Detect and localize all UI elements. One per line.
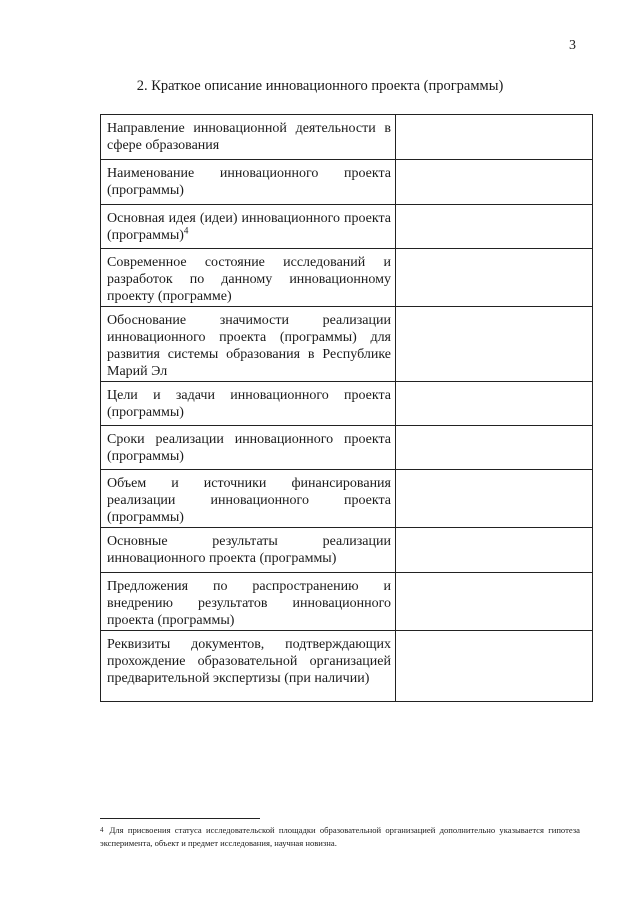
row-label: Основная идея (идеи) инновационного проекта (программы) <box>107 211 391 243</box>
row-label: Сроки реализации инновационного проекта (программы) <box>107 432 391 464</box>
row-label: Реквизиты документов, подтверждающих прохождение образовательной организацией предварительной экспертизы (при наличии) <box>107 637 391 686</box>
table-row <box>101 160 593 205</box>
table-row <box>101 528 593 573</box>
row-label: Объем и источники финансирования реализации инновационного проекта (программы) <box>107 476 391 525</box>
table-row <box>101 426 593 470</box>
row-label-cell <box>101 470 396 528</box>
table-row <box>101 115 593 160</box>
table-row <box>101 573 593 631</box>
row-label-cell <box>101 528 396 573</box>
row-label-cell <box>101 573 396 631</box>
row-label: Обоснование значимости реализации инновационного проекта (программы) для развития системы образования в Республике Марий Эл <box>107 313 391 379</box>
row-label-cell <box>101 631 396 702</box>
project-description-table <box>100 114 593 702</box>
row-value-cell[interactable] <box>396 426 593 470</box>
row-value-cell[interactable] <box>396 307 593 382</box>
table-row <box>101 249 593 307</box>
row-value-cell[interactable] <box>396 205 593 249</box>
table-row <box>101 382 593 426</box>
row-label: Основные результаты реализации инновационного проекта (программы) <box>107 534 391 566</box>
row-label-cell <box>101 249 396 307</box>
row-label: Направление инновационной деятельности в сфере образования <box>107 121 391 153</box>
row-label: Предложения по распространению и внедрению результатов инновационного проекта (программы) <box>107 579 391 628</box>
row-value-cell[interactable] <box>396 631 593 702</box>
table-row <box>101 205 593 249</box>
row-value-cell[interactable] <box>396 160 593 205</box>
footnote-mark: 4 <box>100 826 104 834</box>
row-value-cell[interactable] <box>396 115 593 160</box>
row-value-cell[interactable] <box>396 382 593 426</box>
row-label-cell <box>101 426 396 470</box>
row-label-cell <box>101 382 396 426</box>
row-label-cell <box>101 160 396 205</box>
row-label: Современное состояние исследований и разработок по данному инновационному проекту (программе) <box>107 255 391 304</box>
row-label-cell <box>101 307 396 382</box>
row-value-cell[interactable] <box>396 528 593 573</box>
row-label: Наименование инновационного проекта (программы) <box>107 166 391 198</box>
row-label-cell <box>101 205 396 249</box>
row-value-cell[interactable] <box>396 470 593 528</box>
section-title: 2. Краткое описание инновационного проекта (программы) <box>136 78 504 94</box>
table-row <box>101 307 593 382</box>
page-number: 3 <box>569 38 576 53</box>
footnote-reference: 4 <box>183 225 189 236</box>
table-row <box>101 631 593 702</box>
row-value-cell[interactable] <box>396 573 593 631</box>
row-label-cell <box>101 115 396 160</box>
table-row <box>101 470 593 528</box>
footnote-divider <box>100 818 260 819</box>
footnote <box>100 824 580 850</box>
footnote-text: Для присвоения статуса исследовательской площадки образовательной организацией дополнительно указывается гипотеза эксперимента, объект и предмет исследования, научная новизна. <box>100 825 580 848</box>
row-value-cell[interactable] <box>396 249 593 307</box>
row-label: Цели и задачи инновационного проекта (программы) <box>107 388 391 420</box>
